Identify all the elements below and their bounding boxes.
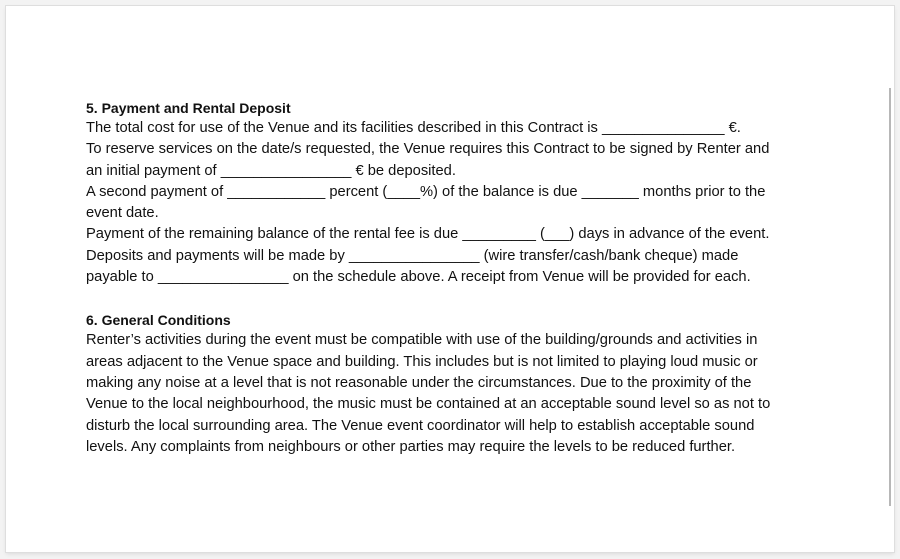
text-line: areas adjacent to the Venue space and building. This includes but is not limited to playing loud music or xyxy=(86,353,758,370)
section-body xyxy=(86,118,826,288)
page-edge-rule xyxy=(889,88,891,506)
text-line: A second payment of ____________ percent (____%) of the balance is due _______ months prior to the xyxy=(86,183,766,200)
section-payment xyxy=(86,98,826,288)
document-content xyxy=(86,98,826,458)
document-page xyxy=(6,6,894,552)
text-line: payable to ________________ on the schedule above. A receipt from Venue will be provided for each. xyxy=(86,269,751,286)
text-line: Venue to the local neighbourhood, the music must be contained at an acceptable sound level so as not to xyxy=(86,396,771,413)
text-line: Payment of the remaining balance of the rental fee is due _________ (___) days in advance of the event. xyxy=(86,226,770,243)
text-line: disturb the local surrounding area. The Venue event coordinator will help to establish acceptable sound xyxy=(86,417,755,434)
section-body xyxy=(86,330,826,458)
text-line: Deposits and payments will be made by ________________ (wire transfer/cash/bank cheque) made xyxy=(86,247,739,264)
section-heading: 6. General Conditions xyxy=(86,312,231,329)
section-general-conditions xyxy=(86,310,826,458)
text-line: The total cost for use of the Venue and its facilities described in this Contract is _______________ €. xyxy=(86,120,741,136)
text-line: making any noise at a level that is not reasonable under the circumstances. Due to the proximity of the xyxy=(86,374,752,391)
section-spacer xyxy=(86,288,826,310)
text-line: To reserve services on the date/s requested, the Venue requires this Contract to be signed by Renter and xyxy=(86,141,770,158)
text-line: Renter’s activities during the event must be compatible with use of the building/grounds and activities in xyxy=(86,332,758,349)
text-line: an initial payment of ________________ € be deposited. xyxy=(86,162,456,179)
section-heading: 5. Payment and Rental Deposit xyxy=(86,100,291,116)
text-line: event date. xyxy=(86,205,159,222)
text-line: levels. Any complaints from neighbours or other parties may require the levels to be reduced further. xyxy=(86,438,736,455)
